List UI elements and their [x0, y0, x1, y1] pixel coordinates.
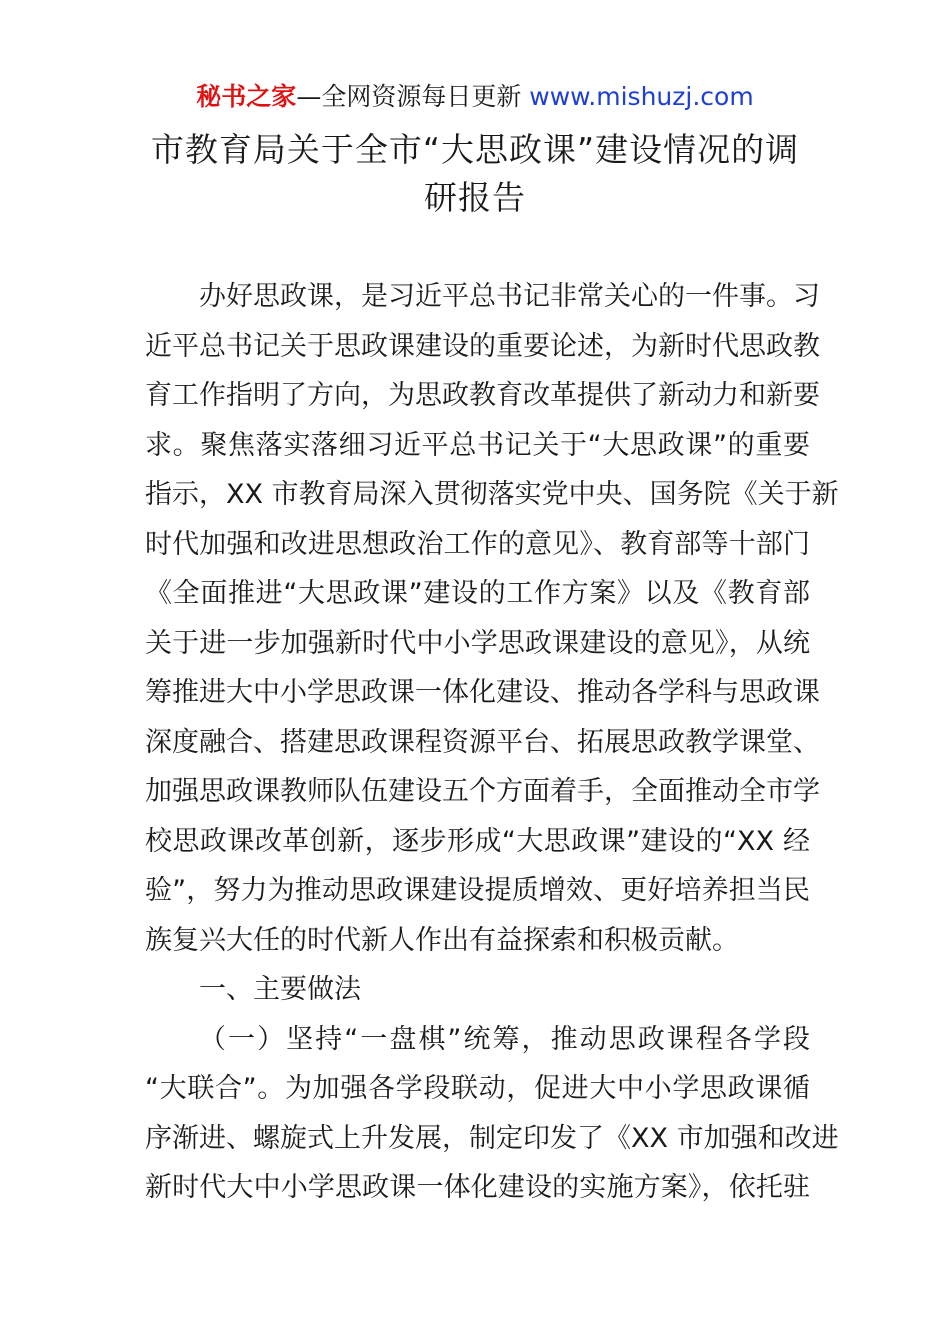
- site-header: [0, 80, 950, 114]
- site-url-link[interactable]: www.mishuzj.com: [529, 82, 754, 111]
- title-line-2: 研报告: [424, 178, 526, 217]
- body-line: （一）坚持“一盘棋”统筹，推动思政课程各学段: [199, 1023, 810, 1055]
- document-title: [110, 126, 840, 222]
- site-slogan: —全网资源每日更新: [296, 82, 530, 111]
- body-line: 办好思政课，是习近平总书记非常关心的一件事。习: [199, 281, 820, 312]
- body-line: 《全面推进“大思政课”建设的工作方案》以及《教育部: [145, 578, 810, 609]
- body-line: 近平总书记关于思政课建设的重要论述，为新时代思政教: [145, 330, 820, 362]
- body-line: 育工作指明了方向，为思政教育改革提供了新动力和新要: [145, 380, 820, 411]
- body-line: 验”，努力为推动思政课建设提质增效、更好培养担当民: [145, 875, 810, 906]
- body-line: 新时代大中小学思政课一体化建设的实施方案》，依托驻: [145, 1172, 810, 1203]
- body-line: 关于进一步加强新时代中小学思政课建设的意见》，从统: [145, 627, 810, 659]
- body-line: 校思政课改革创新，逐步形成“大思政课”建设的“XX 经: [145, 825, 810, 857]
- body-line: 族复兴大任的时代新人作出有益探索和积极贡献。: [145, 924, 739, 956]
- document-body: [145, 272, 839, 1213]
- title-line-1: 市教育局关于全市“大思政课”建设情况的调: [150, 130, 800, 169]
- brand-name: 秘书之家: [196, 82, 297, 111]
- body-line: 指示，XX 市教育局深入贯彻落实党中央、国务院《关于新: [145, 479, 839, 510]
- body-line: 序渐进、螺旋式上升发展，制定印发了《XX 市加强和改进: [145, 1122, 839, 1154]
- body-line: 加强思政课教师队伍建设五个方面着手，全面推动全市学: [145, 776, 820, 807]
- body-line: 时代加强和改进思想政治工作的意见》、教育部等十部门: [145, 528, 810, 560]
- body-line: “大联合”。为加强各学段联动，促进大中小学思政课循: [145, 1073, 810, 1104]
- body-line: 筹推进大中小学思政课一体化建设、推动各学科与思政课: [145, 677, 820, 708]
- section-heading: 一、主要做法: [199, 974, 361, 1005]
- body-line: 深度融合、搭建思政课程资源平台、拓展思政教学课堂、: [145, 726, 820, 758]
- body-line: 求。聚焦落实落细习近平总书记关于“大思政课”的重要: [145, 429, 810, 461]
